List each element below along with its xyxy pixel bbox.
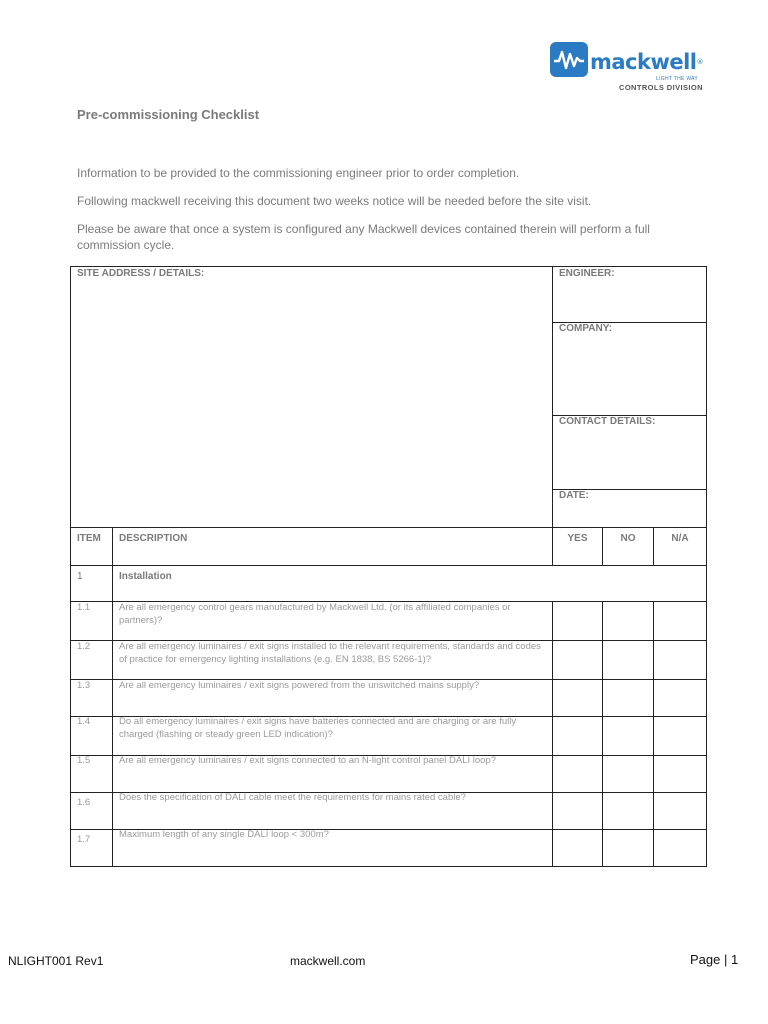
footer-doc-ref: NLIGHT001 Rev1 [8,954,104,968]
na-checkbox-cell[interactable] [653,640,707,680]
logo-text: mackwell® [590,50,704,74]
site-address-label: SITE ADDRESS / DETAILS: [77,268,205,279]
item-description: Are all emergency luminaires / exit signs powered from the unswitched mains supply? [119,680,480,691]
section-title-cell [112,565,707,602]
footer-page-number: Page | 1 [690,952,739,967]
yes-checkbox-cell[interactable] [552,640,603,680]
description-header: DESCRIPTION [119,533,188,544]
info-para-2: Following mackwell receiving this document two weeks notice will be needed before the site visit. [77,194,592,208]
info-para-3: Please be aware that once a system is configured any Mackwell devices contained therein will perform a full commission cycle. [77,222,650,252]
no-header: NO [620,533,636,544]
yes-checkbox-cell[interactable] [552,601,603,641]
item-header: ITEM [77,533,101,544]
na-checkbox-cell[interactable] [653,601,707,641]
item-description: Are all emergency luminaires / exit signs installed to the relevant requirements, standards and codes of practice for emergency lighting installations (e.g. EN 1838, BS 5266-1)? [119,641,541,665]
page-title: Pre-commissioning Checklist [77,107,260,122]
section-title: Installation [119,571,172,582]
item-number: 1.1 [77,602,91,613]
waveform-icon [553,49,585,71]
mackwell-logo [550,42,710,92]
item-number: 1.6 [77,797,91,808]
no-checkbox-cell[interactable] [602,640,654,680]
yes-checkbox-cell[interactable] [552,716,603,756]
yes-checkbox-cell[interactable] [552,679,603,717]
item-description: Are all emergency control gears manufactured by Mackwell Ltd. (or its affiliated companies or partners)? [119,602,511,626]
no-checkbox-cell[interactable] [602,716,654,756]
yes-header: YES [567,533,588,544]
item-number: 1.3 [77,680,91,691]
yes-checkbox-cell[interactable] [552,755,603,793]
no-checkbox-cell[interactable] [602,601,654,641]
section-number: 1 [77,571,83,582]
no-checkbox-cell[interactable] [602,679,654,717]
na-checkbox-cell[interactable] [653,792,707,830]
item-description: Are all emergency luminaires / exit signs connected to an N-light control panel DALI loop? [119,755,497,766]
no-checkbox-cell[interactable] [602,792,654,830]
info-para-1: Information to be provided to the commissioning engineer prior to order completion. [77,166,520,180]
item-number: 1.2 [77,641,91,652]
na-checkbox-cell[interactable] [653,679,707,717]
engineer-label: ENGINEER: [559,268,615,279]
item-number: 1.7 [77,834,91,845]
yes-checkbox-cell[interactable] [552,829,603,867]
logo-mark [550,42,588,77]
no-checkbox-cell[interactable] [602,755,654,793]
contact-details-label: CONTACT DETAILS: [559,416,656,427]
footer-website-link[interactable]: mackwell.com [290,954,366,968]
item-number: 1.5 [77,755,91,766]
na-checkbox-cell[interactable] [653,829,707,867]
date-label: DATE: [559,490,589,501]
na-checkbox-cell[interactable] [653,755,707,793]
na-header: N/A [671,533,689,544]
na-checkbox-cell[interactable] [653,716,707,756]
item-number: 1.4 [77,716,91,727]
yes-checkbox-cell[interactable] [552,792,603,830]
item-description: Do all emergency luminaires / exit signs have batteries connected and are charging or are fully charged (flashing or steady green LED indication)? [119,716,517,740]
no-checkbox-cell[interactable] [602,829,654,867]
registered-mark: ® [696,58,704,66]
logo-tagline: LIGHT THE WAY [656,76,699,82]
logo-division: CONTROLS DIVISION [619,83,703,92]
company-label: COMPANY: [559,323,612,334]
item-description: Maximum length of any single DALI loop < 300m? [119,829,329,840]
item-description: Does the specification of DALI cable meet the requirements for mains rated cable? [119,792,466,803]
